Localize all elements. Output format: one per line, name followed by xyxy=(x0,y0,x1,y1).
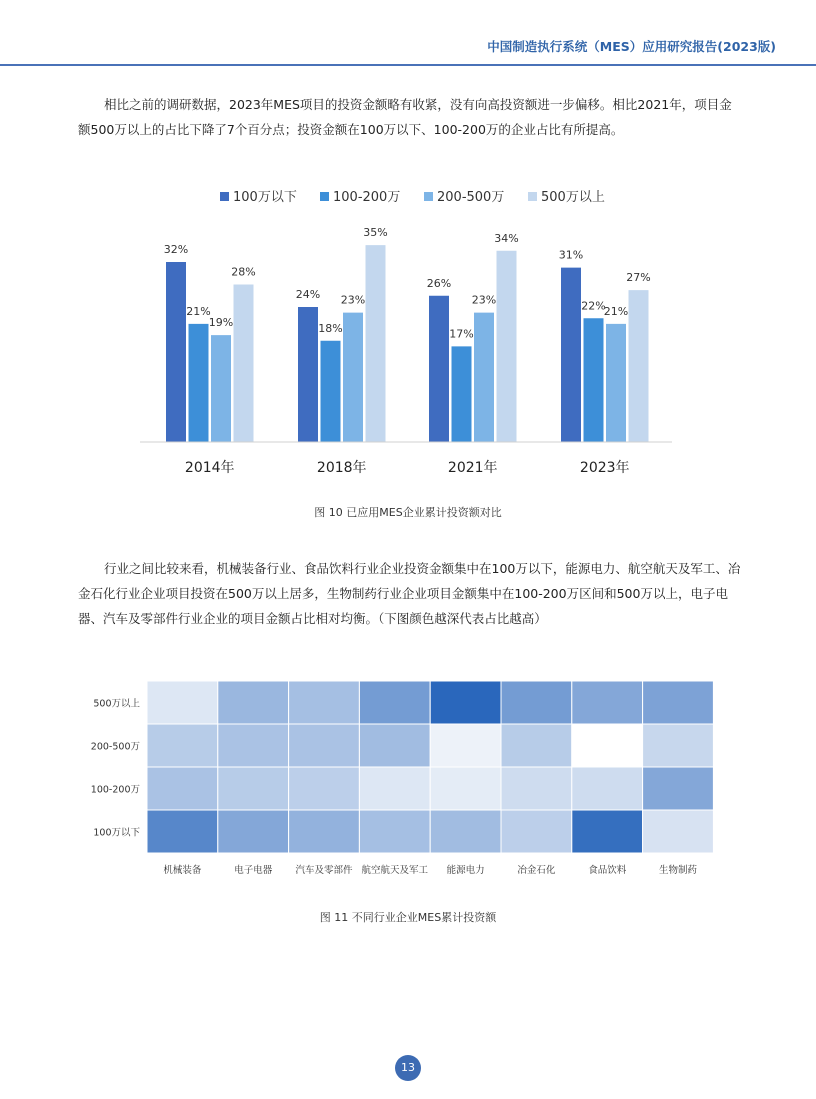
heatmap-cell xyxy=(430,724,501,767)
heatmap-cell xyxy=(289,681,360,724)
heatmap-cell xyxy=(643,767,714,810)
legend-swatch xyxy=(220,192,229,201)
x-tick-label: 航空航天及军工 xyxy=(361,865,429,876)
paragraph-intro: 相比之前的调研数据，2023年MES项目的投资金额略有收紧，没有向高投资额进一步偏移。相比2021年，项目金额500万以上的占比下降了7个百分点；投资金额在100万以下、100-200万的企业占比有所提高。 xyxy=(78,97,732,137)
data-label: 23% xyxy=(471,293,497,307)
heatmap-cell xyxy=(430,810,501,853)
bar xyxy=(561,268,581,442)
data-label: 17% xyxy=(449,327,474,341)
data-label: 31% xyxy=(558,248,584,262)
heatmap-cell xyxy=(218,724,289,767)
bar xyxy=(166,262,186,442)
heatmap-cell xyxy=(643,681,714,724)
heatmap-cell xyxy=(359,810,430,853)
data-label: 27% xyxy=(626,271,651,285)
bar xyxy=(234,285,254,443)
data-label: 19% xyxy=(208,316,234,330)
x-tick-label: 2023年 xyxy=(579,460,630,476)
heatmap-cell xyxy=(289,810,360,853)
heatmap-cell xyxy=(289,724,360,767)
bar xyxy=(497,251,517,442)
heatmap-cell xyxy=(572,810,643,853)
data-label: 23% xyxy=(340,293,366,307)
bar xyxy=(474,313,494,442)
heatmap-cell xyxy=(572,724,643,767)
figure-10-caption: 图 10 已应用MES企业累计投资额对比 xyxy=(314,506,502,519)
data-label: 26% xyxy=(426,276,452,290)
data-label: 21% xyxy=(186,304,211,318)
page-number: 13 xyxy=(395,1055,421,1081)
y-tick-label: 100万以下 xyxy=(93,827,140,839)
legend-label: 200-500万 xyxy=(437,190,505,205)
heatmap-cell xyxy=(218,767,289,810)
bar xyxy=(606,324,626,442)
heatmap-cell xyxy=(218,810,289,853)
heatmap-cell xyxy=(359,681,430,724)
y-tick-label: 100-200万 xyxy=(90,784,140,796)
heatmap-cell xyxy=(430,681,501,724)
y-tick-label: 200-500万 xyxy=(90,741,140,753)
figure-11-caption: 图 11 不同行业企业MES累计投资额 xyxy=(319,911,497,924)
legend-swatch xyxy=(424,192,433,201)
header-title: 中国制造执行系统（MES）应用研究报告(2023版) xyxy=(487,39,776,54)
bar xyxy=(189,324,209,442)
heatmap-cell xyxy=(501,724,572,767)
bar xyxy=(321,341,341,442)
data-label: 24% xyxy=(295,288,321,301)
industry-heatmap xyxy=(0,650,816,890)
heatmap-cell xyxy=(359,767,430,810)
data-label: 21% xyxy=(603,304,629,318)
bar xyxy=(452,346,472,442)
bar xyxy=(629,290,649,442)
x-tick-label: 机械装备 xyxy=(163,865,202,876)
data-label: 34% xyxy=(494,231,519,245)
x-tick-label: 生物制药 xyxy=(658,865,698,876)
bar xyxy=(298,307,318,442)
legend-label: 100-200万 xyxy=(333,190,401,205)
legend-swatch xyxy=(528,192,537,201)
heatmap-cell xyxy=(501,767,572,810)
heatmap-cell xyxy=(147,767,218,810)
heatmap-cell xyxy=(501,810,572,853)
x-tick-label: 汽车及零部件 xyxy=(295,865,353,876)
legend-swatch xyxy=(320,192,329,201)
header-rule xyxy=(0,64,816,66)
x-tick-label: 2014年 xyxy=(184,460,235,476)
data-label: 22% xyxy=(581,299,606,313)
heatmap-cell xyxy=(147,724,218,767)
legend-label: 100万以下 xyxy=(233,190,297,205)
x-tick-label: 2021年 xyxy=(447,460,498,476)
heatmap-cell xyxy=(572,681,643,724)
heatmap-cell xyxy=(359,724,430,767)
data-label: 18% xyxy=(318,321,343,335)
data-label: 28% xyxy=(231,265,256,279)
bar xyxy=(584,318,604,442)
bar xyxy=(211,335,231,442)
paragraph-industry: 行业之间比较来看，机械装备行业、食品饮料行业企业投资金额集中在100万以下，能源电力、航空航天及军工、冶金石化行业企业项目投资在500万以上居多，生物制药行业企业项目金额集中在100-200万区间和500万以上，电子电器、汽车及零部件行业企业的项目金额占比相对均衡。（下图颜色越深代表占比越高） xyxy=(78,561,741,626)
heatmap-cell xyxy=(430,767,501,810)
x-tick-label: 冶金石化 xyxy=(517,865,556,876)
bar xyxy=(366,245,386,442)
heatmap-cell xyxy=(643,810,714,853)
x-tick-label: 电子电器 xyxy=(234,865,273,876)
heatmap-cell xyxy=(501,681,572,724)
heatmap-cell xyxy=(147,810,218,853)
heatmap-cell xyxy=(218,681,289,724)
data-label: 32% xyxy=(163,243,189,256)
y-tick-label: 500万以上 xyxy=(93,698,140,710)
heatmap-cell xyxy=(643,724,714,767)
heatmap-cell xyxy=(289,767,360,810)
data-label: 35% xyxy=(363,226,388,240)
x-tick-label: 食品饮料 xyxy=(588,865,627,876)
heatmap-cell xyxy=(147,681,218,724)
x-tick-label: 2018年 xyxy=(316,460,367,476)
investment-bar-chart xyxy=(0,170,816,490)
x-tick-label: 能源电力 xyxy=(446,865,485,876)
bar xyxy=(343,313,363,442)
legend-label: 500万以上 xyxy=(541,190,605,205)
bar xyxy=(429,296,449,442)
heatmap-cell xyxy=(572,767,643,810)
